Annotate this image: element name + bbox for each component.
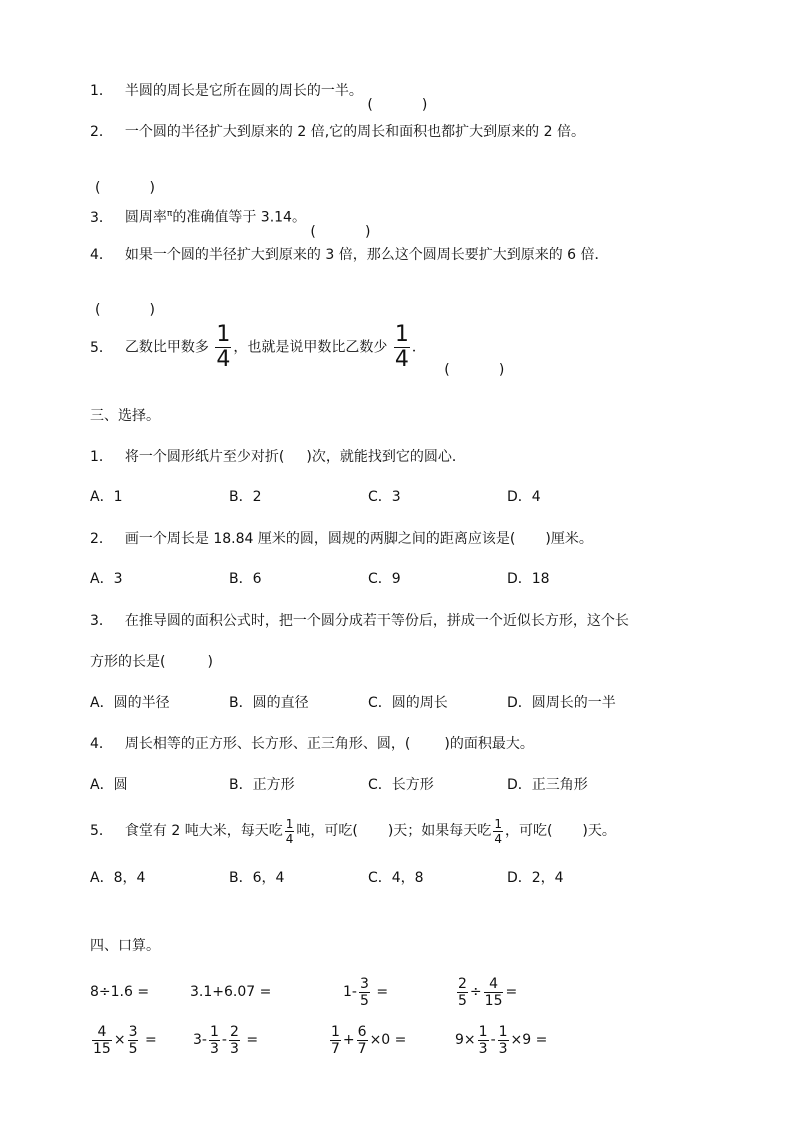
question-number: 2． <box>90 124 113 140</box>
option-a[interactable]: A．1 <box>90 489 123 505</box>
choice-q3-line1: 3． 在推导圆的面积公式时，把一个圆分成若干等份后，拼成一个近似长方形，这个长 <box>90 613 629 629</box>
option-c[interactable]: C．3 <box>368 489 401 505</box>
option-b[interactable]: B．6 <box>229 571 262 587</box>
option-a[interactable]: A．圆 <box>90 777 128 793</box>
option-b[interactable]: B．圆的直径 <box>229 695 309 711</box>
pi-symbol: π <box>166 209 173 219</box>
oral-item: $\frac{4}{15}$ × $\frac{3}{5}$ = <box>93 1023 157 1057</box>
fraction: $\frac{3}{5}$ <box>128 1023 138 1057</box>
section-heading-choice: 三、选择。 <box>90 408 160 424</box>
question-number: 1． <box>90 83 113 99</box>
oral-item: 3.1+6.07 = <box>190 984 272 1000</box>
option-c[interactable]: C．长方形 <box>368 777 434 793</box>
oral-item: $\frac{1}{7}$ + $\frac{6}{7}$ ×0 = <box>331 1023 407 1057</box>
fraction: $\frac{1}{4}$ <box>216 322 231 372</box>
option-c[interactable]: C．圆的周长 <box>368 695 448 711</box>
oral-item: 3- $\frac{1}{3}$ - $\frac{2}{3}$ = <box>193 1023 259 1057</box>
fraction: $\frac{6}{7}$ <box>357 1023 367 1057</box>
judge-q5: 5． 乙数比甲数多 $\frac{1}{4}$ ，也就是说甲数比乙数少 $\frac{1}{4}$ ． ( ) <box>90 322 505 378</box>
option-d[interactable]: D．圆周长的一半 <box>507 695 616 711</box>
fraction: $\frac{2}{5}$ <box>458 975 467 1009</box>
oral-item: 9× $\frac{1}{3}$ - $\frac{1}{3}$ ×9 = <box>455 1023 548 1057</box>
option-b[interactable]: B．正方形 <box>229 777 295 793</box>
option-a[interactable]: A．8，4 <box>90 870 146 886</box>
option-b[interactable]: B．2 <box>229 489 262 505</box>
option-d[interactable]: D．18 <box>507 571 550 587</box>
judge-q1: 1． 半圆的周长是它所在圆的周长的一半。 ( ) <box>90 83 428 113</box>
choice-q5: 5． 食堂有 2 吨大米，每天吃 $\frac{1}{4}$ 吨，可吃( )天；如果每天吃 $\frac{1}{4}$ ，可吃( )天。 <box>90 816 616 846</box>
option-d[interactable]: D．4 <box>507 489 541 505</box>
option-a[interactable]: A．3 <box>90 571 123 587</box>
question-number: 5． <box>90 339 113 356</box>
option-d[interactable]: D．正三角形 <box>507 777 588 793</box>
choice-q1: 1． 将一个圆形纸片至少对折( )次，就能找到它的圆心． <box>90 449 466 465</box>
option-c[interactable]: C．4，8 <box>368 870 424 886</box>
question-text: 半圆的周长是它所在圆的周长的一半。 <box>124 83 363 99</box>
judge-q3: 3． 圆周率$^\pi$的准确值等于 3.14。 ( ) <box>90 209 371 240</box>
section-heading-oral: 四、口算。 <box>90 938 160 954</box>
option-b[interactable]: B．6，4 <box>229 870 285 886</box>
fraction: $\frac{3}{5}$ <box>359 975 369 1009</box>
choice-q4: 4． 周长相等的正方形、长方形、正三角形、圆，( )的面积最大。 <box>90 736 534 752</box>
fraction: $\frac{1}{3}$ <box>498 1023 508 1057</box>
fraction: $\frac{1}{3}$ <box>478 1023 488 1057</box>
fraction: $\frac{2}{3}$ <box>229 1023 239 1057</box>
judge-q4-blank[interactable]: ( ) <box>95 302 155 318</box>
oral-item: 8÷1.6 = <box>90 984 150 1000</box>
fraction: $\frac{1}{4}$ <box>494 816 502 846</box>
option-a[interactable]: A．圆的半径 <box>90 695 170 711</box>
oral-item: 1- $\frac{3}{5}$ = <box>343 975 389 1009</box>
judge-q2 <box>90 122 585 142</box>
fraction: $\frac{1}{3}$ <box>209 1023 219 1057</box>
question-number: 3． <box>90 209 113 226</box>
judge-q4 <box>90 245 609 265</box>
fraction: $\frac{1}{4}$ <box>394 322 409 372</box>
fraction: $\frac{4}{15}$ <box>484 975 503 1009</box>
question-text: 如果一个圆的半径扩大到原来的 3 倍，那么这个圆周长要扩大到原来的 6 倍． <box>124 247 609 263</box>
fraction: $\frac{1}{4}$ <box>285 816 294 846</box>
fraction: $\frac{1}{7}$ <box>331 1023 340 1057</box>
oral-item: $\frac{2}{5}$ ÷ $\frac{4}{15}$ = <box>458 975 518 1009</box>
choice-q3-line2: 方形的长是( ) <box>90 654 213 670</box>
choice-q2: 2． 画一个周长是 18.84 厘米的圆，圆规的两脚之间的距离应该是( )厘米。 <box>90 531 593 547</box>
judge-q2-blank[interactable]: ( ) <box>95 180 155 196</box>
question-text: 一个圆的半径扩大到原来的 2 倍,它的周长和面积也都扩大到原来的 2 倍。 <box>124 124 585 140</box>
option-c[interactable]: C．9 <box>368 571 401 587</box>
option-d[interactable]: D．2，4 <box>507 870 564 886</box>
fraction: $\frac{4}{15}$ <box>93 1023 111 1057</box>
question-number: 4． <box>90 247 113 263</box>
